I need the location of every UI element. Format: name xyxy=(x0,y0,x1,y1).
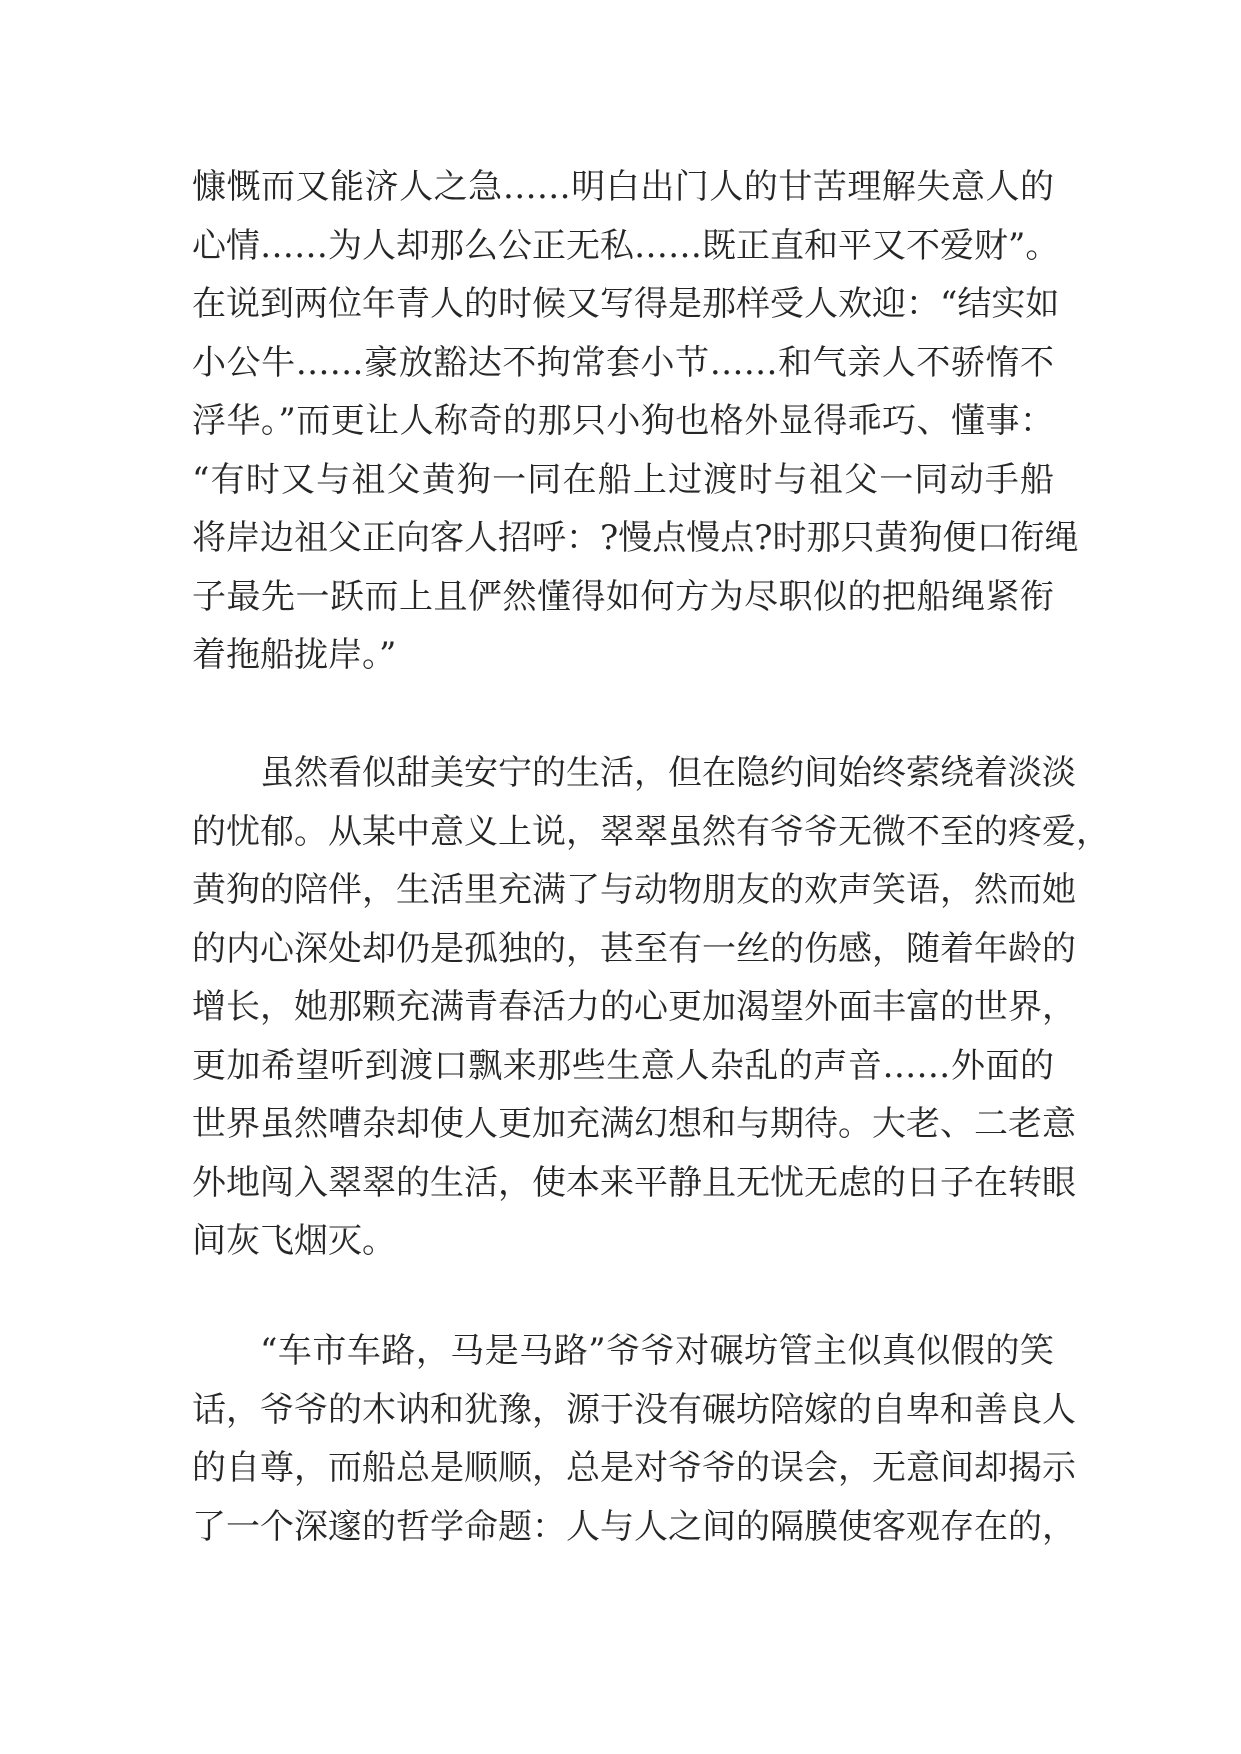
paragraph-line: 虽然看似甜美安宁的生活，但在隐约间始终萦绕着淡淡 xyxy=(260,753,1076,793)
paragraph-line: 了一个深邃的哲学命题：人与人之间的隔膜使客观存在的， xyxy=(192,1506,1076,1547)
paragraph-1 xyxy=(192,158,1079,685)
paragraph-line: 黄狗的陪伴，生活里充满了与动物朋友的欢声笑语，然而她 xyxy=(192,870,1076,910)
paragraph-line: 更加希望听到渡口飘来那些生意人杂乱的声音……外面的 xyxy=(192,1045,1054,1086)
paragraph-line: 小公牛……豪放豁达不拘常套小节……和气亲人不骄惰不 xyxy=(192,342,1054,383)
paragraph-line: 外地闯入翠翠的生活，使本来平静且无忧无虑的日子在转眼 xyxy=(192,1162,1076,1203)
paragraph-line: 的忧郁。从某中意义上说，翠翠虽然有爷爷无微不至的疼爱， xyxy=(192,811,1110,852)
paragraph-line: 间灰飞烟灭。 xyxy=(192,1221,396,1261)
paragraph-line: 子最先一跃而上且俨然懂得如何方为尽职似的把船绳紧衔 xyxy=(192,576,1054,617)
paragraph-3 xyxy=(192,1322,1076,1556)
paragraph-line: 慷慨而又能济人之急……明白出门人的甘苦理解失意人的 xyxy=(192,167,1054,207)
paragraph-line: 的自尊，而船总是顺顺，总是对爷爷的误会，无意间却揭示 xyxy=(192,1448,1076,1488)
paragraph-line: 将岸边祖父正向客人招呼：?慢点慢点?时那只黄狗便口衔绳 xyxy=(192,518,1079,558)
paragraph-line: 世界虽然嘈杂却使人更加充满幻想和与期待。大老、二老意 xyxy=(192,1104,1076,1144)
paragraph-line: 增长，她那颗充满青春活力的心更加渴望外面丰富的世界， xyxy=(192,987,1076,1027)
paragraph-line: 在说到两位年青人的时候又写得是那样受人欢迎：“结实如 xyxy=(192,284,1060,324)
paragraph-line: 话，爷爷的木讷和犹豫，源于没有碾坊陪嫁的自卑和善良人 xyxy=(192,1389,1076,1430)
paragraph-line: 心情……为人却那么公正无私……既正直和平又不爱财”。 xyxy=(192,225,1060,266)
paragraph-line: 浮华。”而更让人称奇的那只小狗也格外显得乖巧、懂事： xyxy=(192,401,1054,441)
paragraph-2 xyxy=(192,744,1110,1271)
paragraph-line: 的内心深处却仍是孤独的，甚至有一丝的伤感，随着年龄的 xyxy=(192,928,1076,969)
paragraph-line: 着拖船拢岸。” xyxy=(192,635,397,675)
paragraph-line: “车市车路，马是马路”爷爷对碾坊管主似真似假的笑 xyxy=(260,1331,1054,1371)
paragraph-line: “有时又与祖父黄狗一同在船上过渡时与祖父一同动手船 xyxy=(192,459,1054,500)
